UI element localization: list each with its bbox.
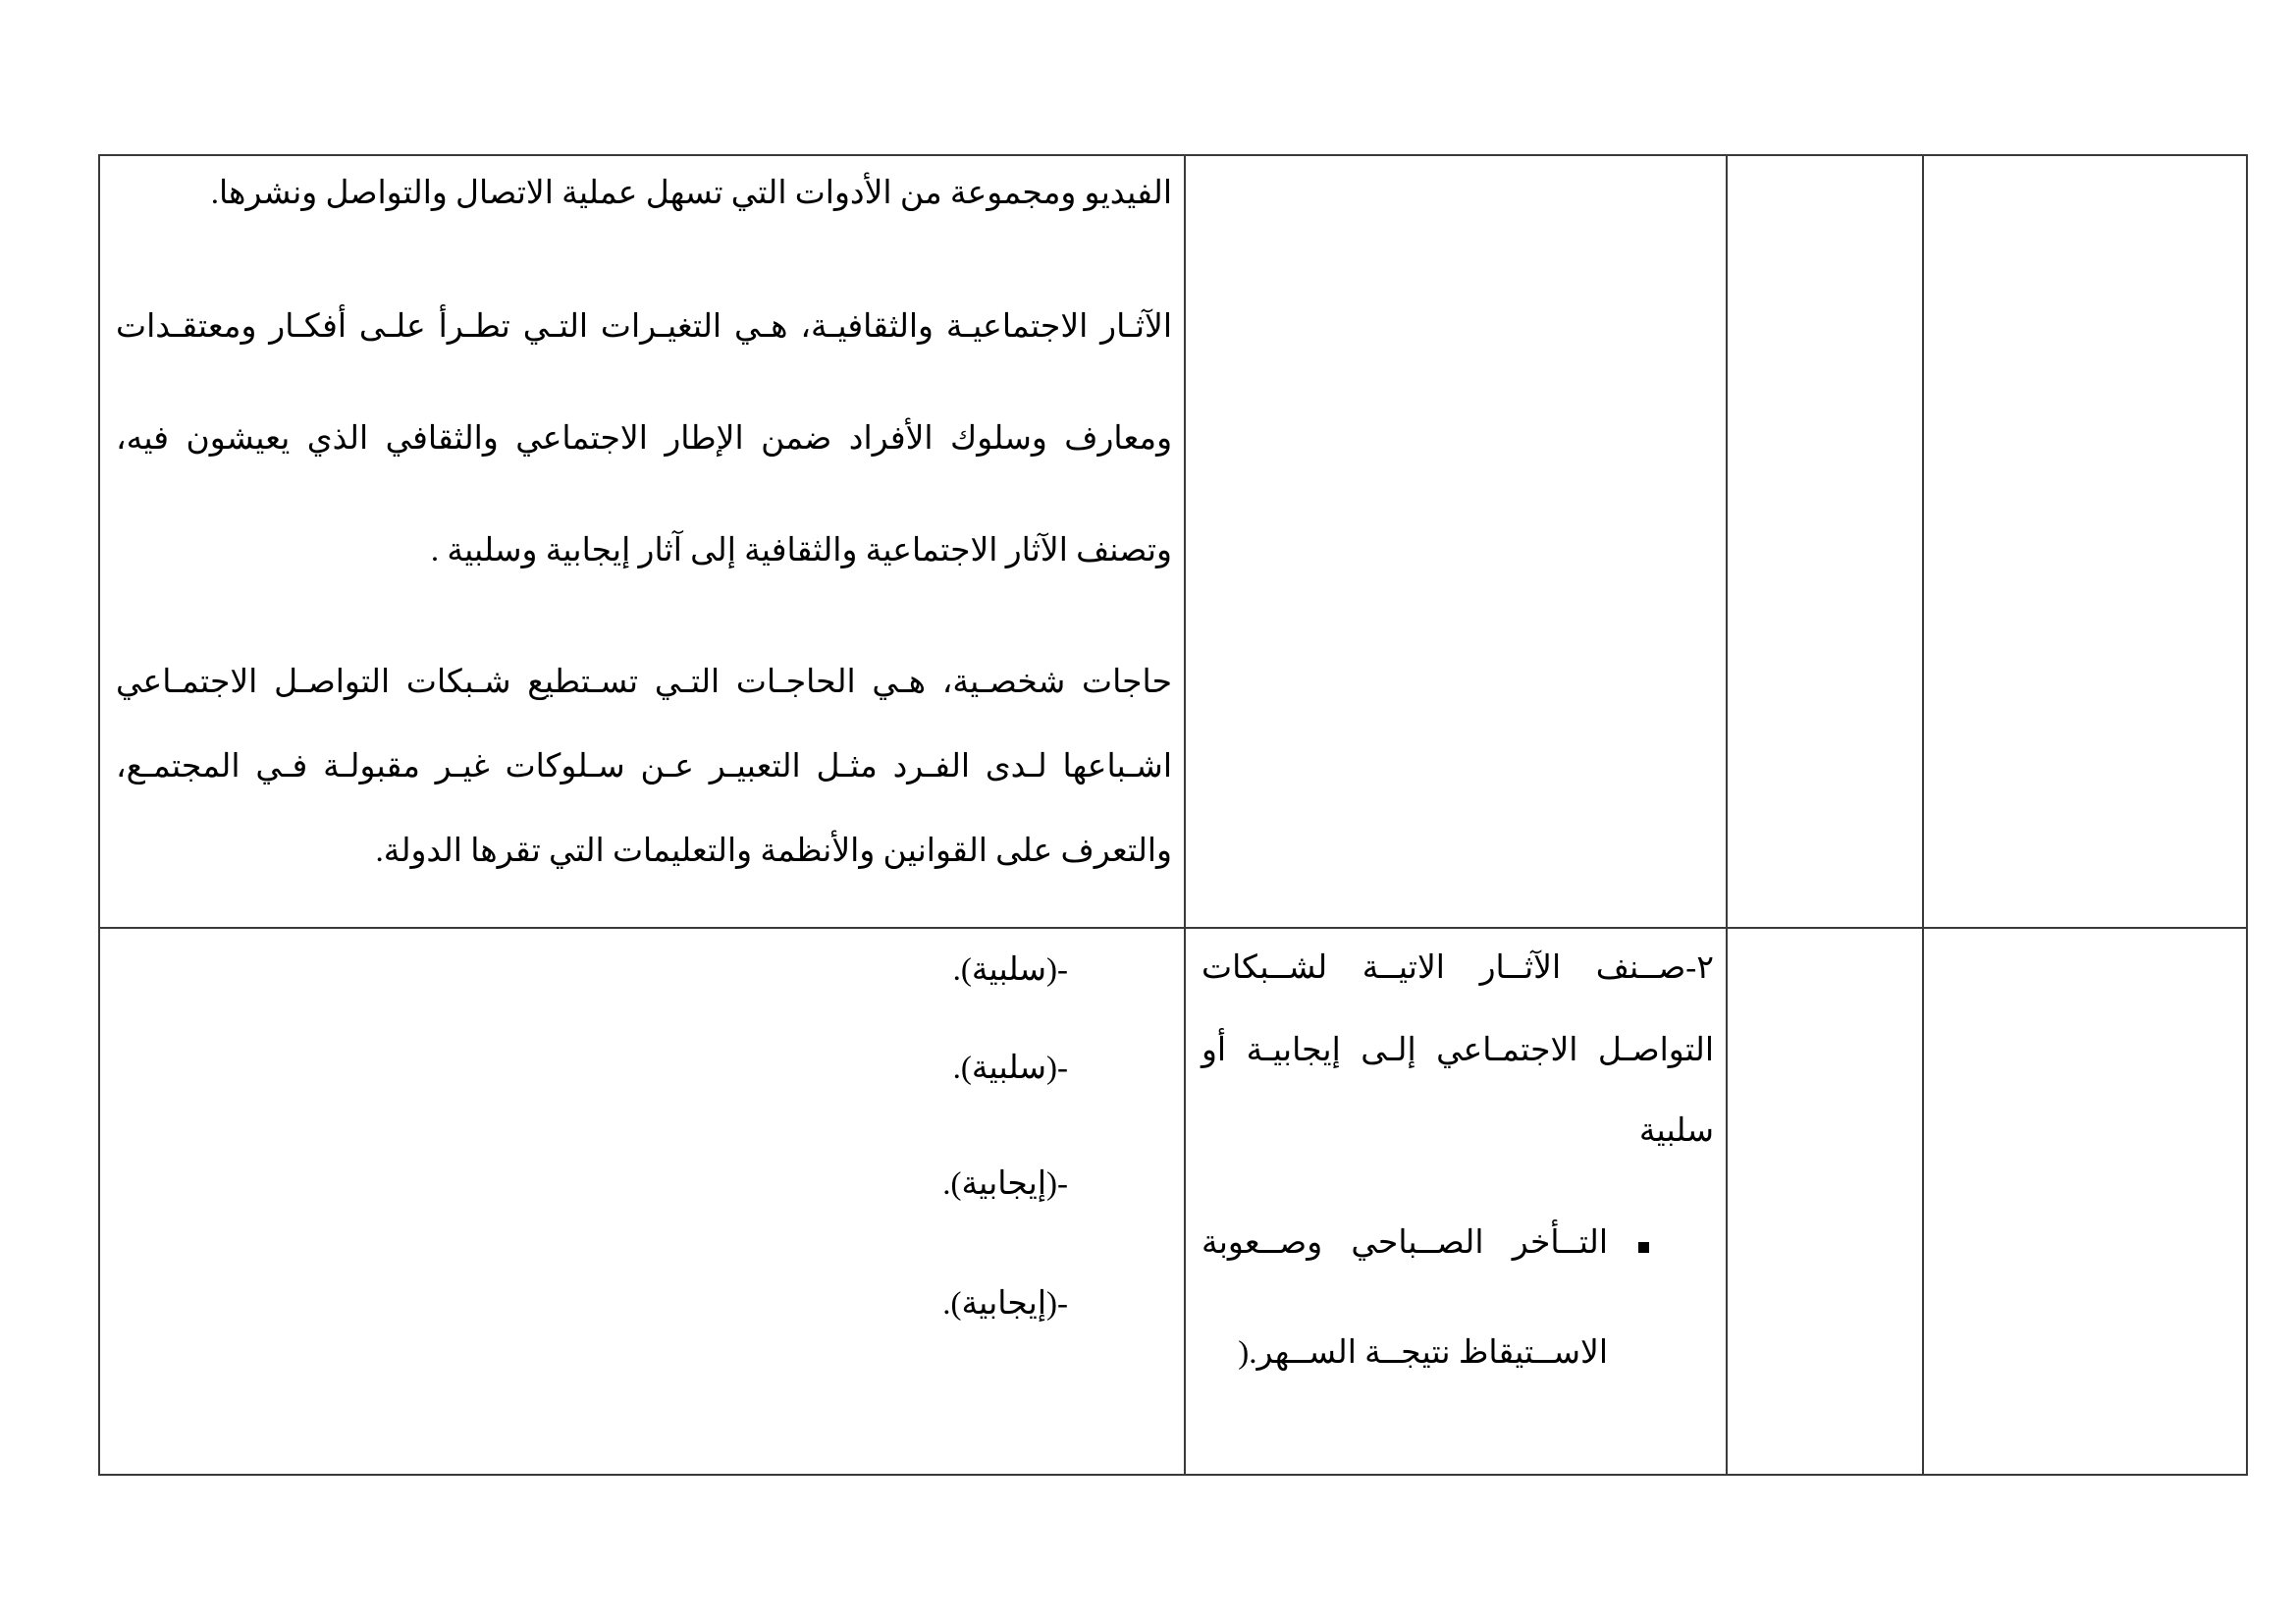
definition-line: اشـباعها لـدى الفـرد مثـل التعبيـر عـن سـلوكات غيـر مقبولـة فـي المجتمـع، bbox=[116, 749, 1172, 785]
content-table bbox=[98, 154, 2248, 1476]
definition-line: ومعارف وسلوك الأفراد ضمن الإطار الاجتماعي والثقافي الذي يعيشون فيه، bbox=[116, 421, 1172, 457]
definition-line: الفيديو ومجموعة من الأدوات التي تسهل عملية الاتصال والتواصل ونشرها. bbox=[210, 176, 1172, 211]
bullet-line: التــأخر الصــباحي وصــعوبة bbox=[1201, 1225, 1608, 1261]
empty-cell bbox=[1185, 155, 1727, 928]
question-line: التواصـل الاجتمـاعي إلـى إيجابيـة أو bbox=[1201, 1033, 1714, 1068]
definition-line: الآثـار الاجتماعيـة والثقافيـة، هـي التغيـرات التـي تطـرأ علـى أفكـار ومعتقـدات bbox=[116, 309, 1172, 345]
question-line: سلبية bbox=[1638, 1113, 1714, 1149]
definitions-cell bbox=[99, 155, 1185, 928]
square-bullet-icon bbox=[1638, 1242, 1649, 1253]
table-row bbox=[99, 155, 2247, 928]
definition-line: والتعرف على القوانين والأنظمة والتعليمات التي تقرها الدولة. bbox=[375, 834, 1172, 869]
answer-item: -(سلبية). bbox=[952, 1051, 1068, 1086]
question-line: ٢-صــنف الآثــار الاتيــة لشــبكات bbox=[1201, 950, 1714, 986]
answer-item: -(سلبية). bbox=[952, 952, 1068, 988]
answer-item: -(إيجابية). bbox=[942, 1166, 1068, 1202]
empty-cell bbox=[1923, 155, 2247, 928]
table-row bbox=[99, 928, 2247, 1475]
bullet-line: الاســتيقاظ نتيجــة الســهر.( bbox=[1238, 1335, 1608, 1371]
answer-item: -(إيجابية). bbox=[942, 1286, 1068, 1322]
empty-cell bbox=[1727, 928, 1923, 1475]
definition-line: وتصنف الآثار الاجتماعية والثقافية إلى آثار إيجابية وسلبية . bbox=[430, 533, 1172, 568]
question-cell bbox=[1185, 928, 1727, 1475]
empty-cell bbox=[1923, 928, 2247, 1475]
empty-cell bbox=[1727, 155, 1923, 928]
definition-line: حاجات شخصـية، هـي الحاجـات التـي تسـتطيع شـبكات التواصـل الاجتمـاعي bbox=[116, 665, 1172, 700]
answers-cell bbox=[99, 928, 1185, 1475]
